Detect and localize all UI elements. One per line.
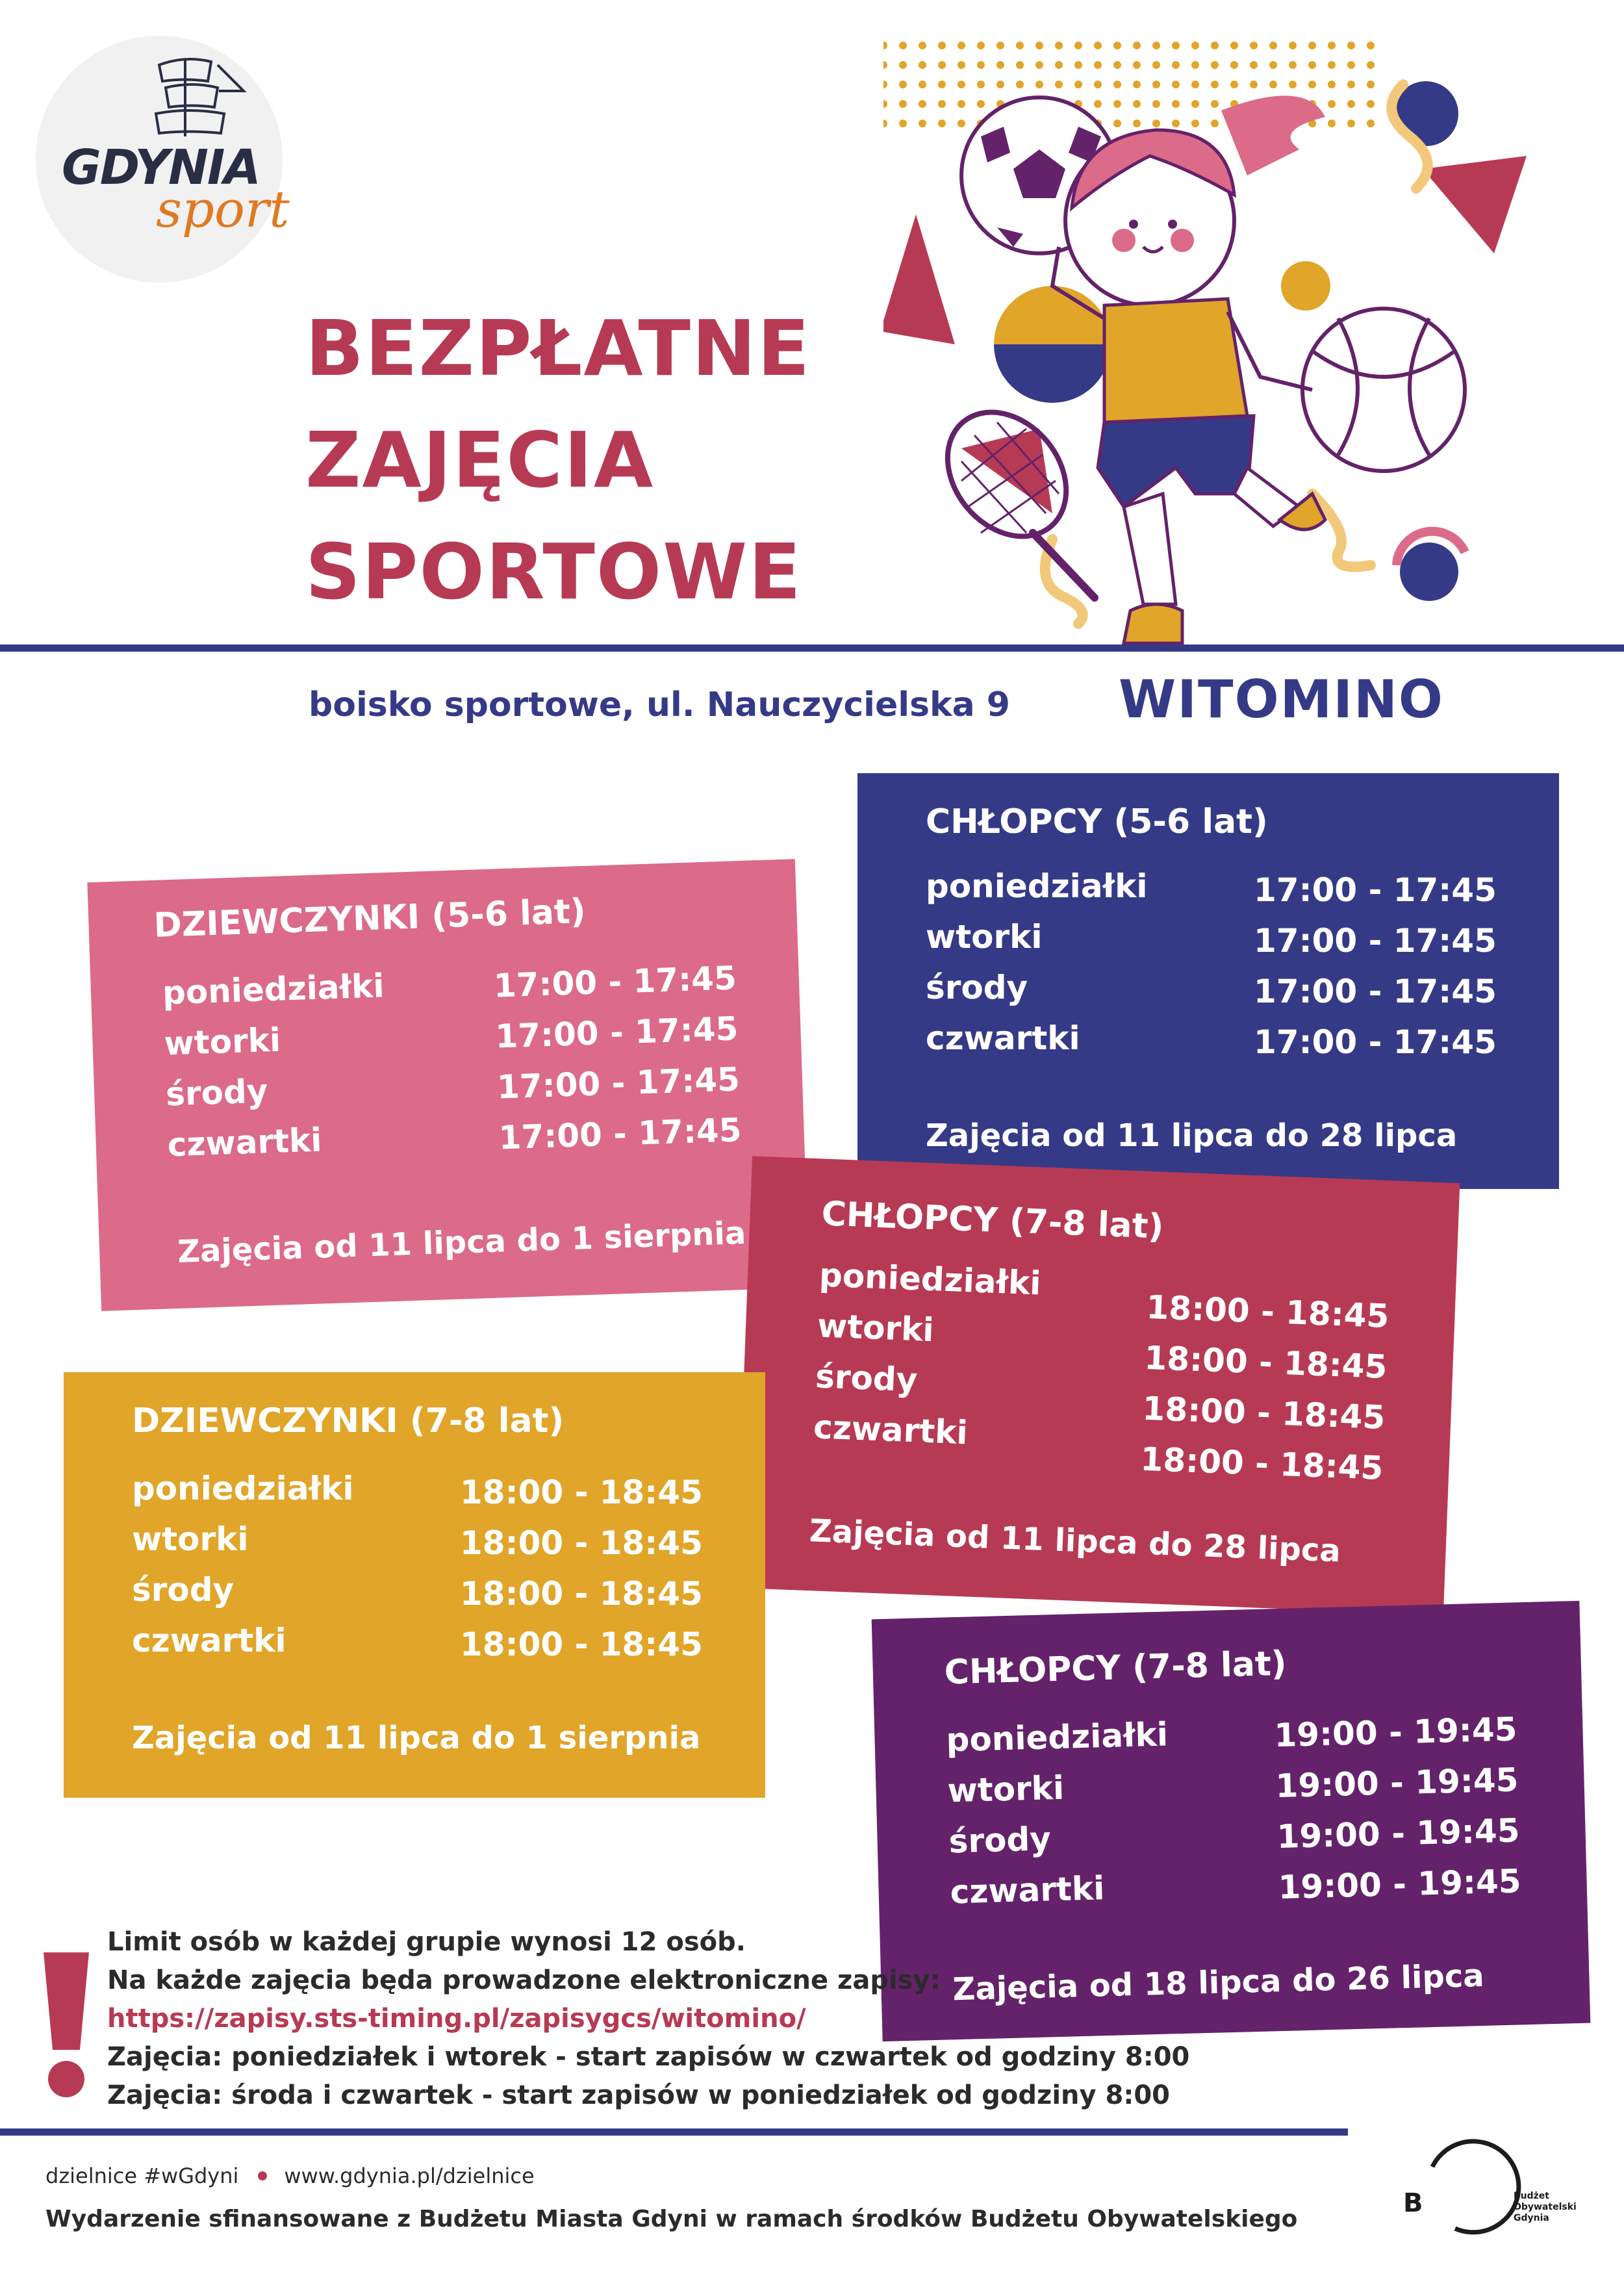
schedule-row — [926, 867, 1510, 918]
bo-line-2: Obywatelski — [1514, 2202, 1577, 2212]
day-label: czwartki — [813, 1408, 969, 1452]
day-label: czwartki — [132, 1622, 286, 1659]
funding-statement: Wydarzenie sfinansowane z Budżetu Miasta Gdyni w ramach środków Budżetu Obywatelskiego — [45, 2206, 1298, 2232]
day-label: czwartki — [949, 1869, 1106, 1911]
bo-logo-text — [1514, 2191, 1592, 2224]
time-label: 17:00 - 17:45 — [1254, 922, 1497, 960]
notice-limit: Limit osób w każdej grupie wynosi 12 osób. — [107, 1927, 746, 1957]
day-label: poniedziałki — [132, 1470, 354, 1507]
time-label: 17:00 - 17:45 — [1254, 973, 1497, 1010]
day-label: poniedziałki — [818, 1256, 1042, 1303]
date-range-note: Zajęcia od 18 lipca do 26 lipca — [952, 1957, 1485, 2008]
time-label: 19:00 - 19:45 — [1275, 1761, 1519, 1806]
bottom-divider — [0, 2128, 1348, 2136]
bullet-dot-icon — [258, 2171, 267, 2180]
footer-hashtag: dzielnice #wGdyni — [45, 2164, 239, 2188]
date-range-note: Zajęcia od 11 lipca do 1 sierpnia — [177, 1214, 747, 1270]
title-line-2: ZAJĘCIA — [305, 415, 655, 505]
bo-line-3: Gdynia — [1514, 2213, 1549, 2223]
registration-notice — [107, 1923, 1189, 2115]
card-title: DZIEWCZYNKI (7-8 lat) — [132, 1401, 565, 1440]
time-label: 18:00 - 18:45 — [1143, 1338, 1388, 1386]
time-label: 17:00 - 17:45 — [496, 1060, 741, 1106]
schedule-rows — [946, 1706, 1536, 1924]
day-label: poniedziałki — [945, 1715, 1169, 1759]
day-label: środy — [926, 969, 1028, 1006]
date-range-note: Zajęcia od 11 lipca do 28 lipca — [809, 1513, 1341, 1570]
title-line-1: BEZPŁATNE — [305, 303, 811, 393]
footer-url[interactable]: www.gdynia.pl/dzielnice — [284, 2164, 535, 2188]
schedule-row — [926, 918, 1510, 969]
bo-logo-letter: B — [1403, 2188, 1423, 2218]
time-label: 18:00 - 18:45 — [460, 1575, 703, 1613]
time-label: 19:00 - 19:45 — [1277, 1862, 1522, 1907]
time-label: 19:00 - 19:45 — [1273, 1710, 1518, 1755]
sailing-ship-icon — [146, 52, 257, 149]
time-label: 17:00 - 17:45 — [1254, 1023, 1497, 1061]
day-label: wtorki — [946, 1769, 1065, 1810]
schedule-row — [926, 1019, 1510, 1070]
time-label: 17:00 - 17:45 — [493, 959, 737, 1005]
day-label: poniedziałki — [162, 967, 385, 1012]
time-label: 18:00 - 18:45 — [460, 1626, 703, 1663]
day-label: czwartki — [166, 1121, 323, 1164]
schedule-row — [132, 1571, 717, 1622]
girl-playing-sports-icon — [883, 39, 1533, 663]
title-line-3: SPORTOWE — [305, 527, 802, 617]
time-label: 19:00 - 19:45 — [1276, 1811, 1521, 1856]
day-label: wtorki — [163, 1021, 282, 1063]
day-label: środy — [165, 1072, 269, 1114]
schedule-rows — [162, 955, 753, 1177]
day-label: wtorki — [926, 918, 1043, 956]
notice-registration: Na każde zajęcia będa prowadzone elektroniczne zapisy: — [107, 1965, 941, 1995]
time-label: 17:00 - 17:45 — [498, 1111, 742, 1157]
schedule-card-girls-5-6 — [87, 859, 809, 1311]
schedule-row — [132, 1622, 717, 1672]
exclamation-icon — [36, 1952, 97, 2099]
day-label: wtorki — [132, 1520, 249, 1558]
time-label: 18:00 - 18:45 — [1141, 1389, 1386, 1437]
district-name: WITOMINO — [1119, 669, 1444, 730]
time-label: 18:00 - 18:45 — [1145, 1288, 1390, 1336]
schedule-card-boys-7-8-a — [736, 1156, 1460, 1615]
notice-mon-tue: Zajęcia: poniedziałek i wtorek - start zapisów w czwartek od godziny 8:00 — [107, 2042, 1190, 2072]
schedule-card-girls-7-8 — [64, 1372, 765, 1798]
date-range-note: Zajęcia od 11 lipca do 28 lipca — [926, 1118, 1458, 1154]
card-title: CHŁOPCY (7-8 lat) — [944, 1644, 1288, 1693]
page-title — [305, 292, 851, 628]
schedule-row — [926, 969, 1510, 1019]
schedule-row — [132, 1520, 717, 1571]
day-label: poniedziałki — [926, 867, 1148, 905]
time-label: 17:00 - 17:45 — [494, 1010, 739, 1056]
time-label: 17:00 - 17:45 — [1254, 871, 1497, 909]
time-label: 18:00 - 18:45 — [460, 1524, 703, 1562]
circle-b-logo-icon — [1397, 2131, 1605, 2242]
card-title: DZIEWCZYNKI (5-6 lat) — [153, 891, 587, 945]
footer-links — [45, 2164, 535, 2188]
bo-line-1: Budżet — [1514, 2191, 1549, 2201]
schedule-rows — [812, 1256, 1404, 1487]
time-label: 18:00 - 18:45 — [1139, 1440, 1384, 1487]
day-label: wtorki — [817, 1307, 935, 1349]
logo-wordmark: GDYNIA — [62, 140, 260, 196]
schedule-rows — [926, 867, 1510, 1070]
date-range-note: Zajęcia od 11 lipca do 1 sierpnia — [132, 1720, 701, 1756]
top-divider — [0, 645, 1624, 652]
schedule-card-boys-5-6 — [857, 773, 1559, 1189]
schedule-rows — [132, 1470, 717, 1672]
card-title: CHŁOPCY (7-8 lat) — [820, 1194, 1165, 1247]
schedule-row — [132, 1470, 717, 1520]
logo-sport-text: sport — [156, 181, 290, 239]
card-title: CHŁOPCY (5-6 lat) — [926, 802, 1268, 841]
location-text: boisko sportowe, ul. Nauczycielska 9 — [309, 685, 1010, 724]
notice-wed-thu: Zajęcia: środa i czwartek - start zapisów w poniedziałek od godziny 8:00 — [107, 2080, 1170, 2110]
time-label: 18:00 - 18:45 — [460, 1474, 703, 1511]
day-label: czwartki — [926, 1019, 1080, 1057]
registration-link[interactable]: https://zapisy.sts-timing.pl/zapisygcs/witomino/ — [107, 2004, 806, 2034]
day-label: środy — [948, 1820, 1052, 1861]
day-label: środy — [815, 1357, 919, 1399]
day-label: środy — [132, 1571, 235, 1609]
